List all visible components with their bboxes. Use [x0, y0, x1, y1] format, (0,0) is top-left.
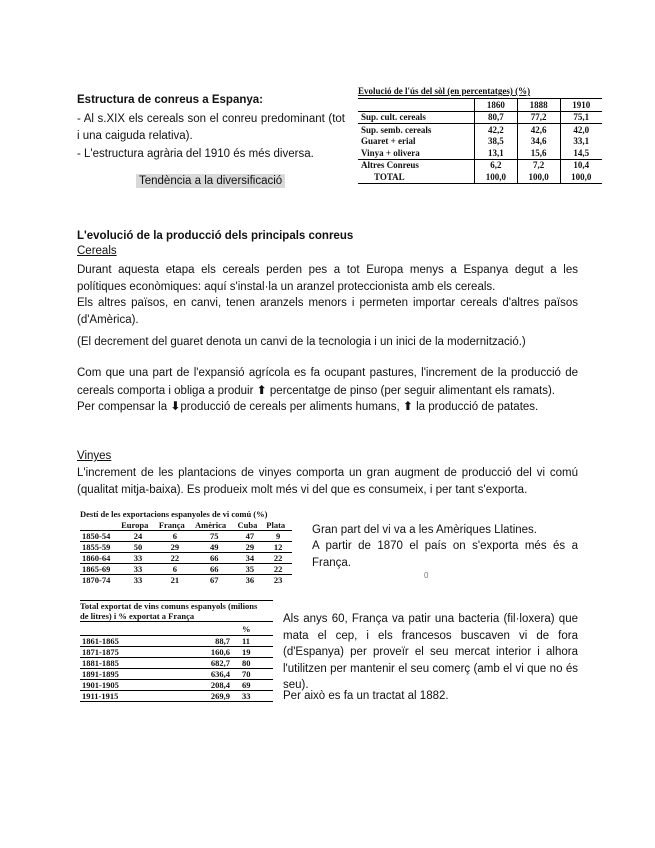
table-header-cell: %	[242, 623, 251, 634]
table-cell: 34	[245, 553, 255, 563]
table-cell: 12	[273, 542, 283, 552]
table-header-row	[80, 520, 292, 531]
total-export-table-block	[80, 600, 273, 702]
table-cell: 19	[242, 647, 251, 657]
table-cell: 9	[276, 531, 281, 541]
table-cell: 10,4	[560, 159, 602, 171]
table-cell: 13,1	[475, 147, 518, 159]
table-cell: Sup. cult. cereals	[361, 112, 426, 123]
table-cell: 23	[273, 575, 283, 585]
vinyes-heading: Vinyes	[77, 450, 112, 462]
table-cell: 6	[172, 531, 178, 541]
table-header-cell: França	[158, 520, 185, 530]
table-row	[358, 111, 602, 124]
table-cell: 1865-69	[82, 564, 111, 574]
table-header-cell: 1888	[517, 99, 560, 112]
p4-text-a: Com que una part de l'expansió agrícola es fa ocupant pastures, l'increment de la producció de cereals comporta i obliga a produir	[77, 367, 578, 397]
arrow-up-icon: ⬆	[256, 382, 267, 397]
arrow-down-icon: ⬇	[170, 399, 181, 413]
table-header-cell	[358, 99, 475, 112]
table-cell: 33	[133, 553, 143, 563]
table-cell: 1881-1885	[82, 658, 119, 668]
table-row	[358, 124, 602, 136]
p5-text-a: Per compensar la	[77, 401, 168, 413]
table-cell: 11	[242, 636, 251, 646]
table-header-cell: 1910	[560, 99, 602, 112]
table-cell: 6,2	[475, 159, 518, 171]
table-cell: 100,0	[517, 171, 560, 183]
cereals-paragraph-4	[77, 365, 578, 399]
diversification-tag: Tendència a la diversificació	[136, 174, 285, 188]
table-row	[80, 658, 273, 669]
table-cell: 1860-64	[82, 553, 111, 563]
section-title-structure: Estructura de conreus a Espanya:	[77, 94, 263, 106]
table-cell: TOTAL	[374, 171, 405, 182]
table-row	[80, 553, 292, 564]
table-cell: 67	[210, 575, 219, 585]
table-cell: 69	[242, 680, 251, 690]
cereals-paragraph-5	[77, 398, 578, 416]
table-cell: 80,7	[475, 111, 518, 124]
table-header-cell: Plata	[266, 520, 286, 530]
table-cell: Guaret + erial	[361, 136, 416, 147]
table-cell: 33	[242, 691, 251, 701]
land-use-table-title: Evolució de l'ús del sòl (en percentatges) (%)	[358, 86, 531, 96]
p5-text-b: producció de cereals per aliments humans,	[180, 401, 400, 413]
total-export-title-line-1: Total exportat de vins comuns espanyols (milions	[80, 601, 258, 611]
table-row	[358, 147, 602, 159]
export-destination-table-block	[80, 509, 292, 585]
table-cell: Vinya + olivera	[361, 147, 420, 158]
table-cell: 34,6	[517, 136, 560, 148]
table-header-cell: Cuba	[237, 520, 258, 530]
table-cell: 1850-54	[82, 531, 111, 541]
arrow-up-icon: ⬆	[402, 399, 413, 413]
table-row	[358, 171, 602, 183]
table-cell: 22	[273, 553, 283, 563]
table-cell: 75	[210, 531, 219, 541]
table-cell: 42,6	[517, 124, 560, 136]
table-row	[358, 136, 602, 148]
table-cell: 70	[242, 669, 251, 679]
table-cell: 42,2	[475, 124, 518, 136]
table-row	[80, 691, 273, 702]
stray-mark: 0	[424, 571, 429, 580]
export-destination-table	[80, 520, 292, 585]
table-cell: 77,2	[517, 111, 560, 124]
table-cell: 49	[210, 542, 219, 552]
table-cell: 6	[172, 564, 178, 574]
latin-america-text: Gran part del vi va a les Amèriques Llatines.	[312, 524, 538, 536]
table-cell: 14,5	[560, 147, 602, 159]
table-row	[358, 159, 602, 171]
table-cell: 47	[245, 531, 255, 541]
table-row	[80, 564, 292, 575]
structure-line-2: - L'estructura agrària del 1910 és més diversa.	[77, 148, 314, 160]
land-use-table-block	[358, 86, 602, 184]
treaty-paragraph: Per això es fa un tractat al 1882.	[283, 690, 449, 702]
table-cell: 1901-1905	[82, 680, 119, 690]
cereals-paragraph-3: (El decrement del guaret denota un canvi de la tecnologia i un inici de la modernització.)	[77, 336, 526, 348]
table-cell: 42,0	[560, 124, 602, 136]
structure-line-1: - Al s.XIX els cereals son el conreu predominant (tot i una caiguda relativa).	[77, 113, 345, 142]
table-cell: 38,5	[475, 136, 518, 148]
table-header-row	[80, 622, 273, 636]
table-cell: 15,6	[517, 147, 560, 159]
land-use-table	[358, 98, 602, 184]
table-header-cell: 1860	[475, 99, 518, 112]
table-cell: 29	[245, 542, 255, 552]
total-export-table	[80, 622, 273, 702]
table-cell: 7,2	[517, 159, 560, 171]
table-row	[80, 680, 273, 691]
table-cell: 208,4	[210, 680, 230, 690]
phylloxera-paragraph: Als anys 60, França va patir una bacteria (fil·loxera) que mata el cep, i els francesos buscaven vi de fora (d'Espanya) per proveïr el seu mercat interior i alhora l'utilitzen per mantenir el seu comerç (amb el vi que no és seu).	[283, 613, 578, 691]
cereals-paragraph-2: Els altres països, en canvi, tenen aranzels menors i permeten importar cereals d'altres països (d'Amèrica).	[77, 297, 578, 326]
table-cell: 1861-1865	[82, 636, 119, 646]
table-header-cell: Amèrica	[195, 520, 227, 530]
table-cell: 100,0	[475, 171, 518, 183]
table-cell: 100,0	[560, 171, 602, 183]
table-cell: 1891-1895	[82, 669, 119, 679]
table-row	[80, 669, 273, 680]
table-cell: Sup. semb. cereals	[361, 124, 432, 135]
table-cell: 682,7	[210, 658, 230, 668]
table-header-row	[358, 99, 602, 112]
table-cell: 636,4	[210, 669, 230, 679]
table-header-cell	[80, 520, 119, 531]
table-cell: 36	[245, 575, 255, 585]
table-cell: 22	[170, 553, 180, 563]
table-row	[80, 636, 273, 647]
table-cell: 66	[210, 564, 219, 574]
table-cell: 1871-1875	[82, 647, 119, 657]
table-cell: Altres Conreus	[361, 160, 419, 171]
total-export-title-line-2: de litres) i % exportat a França	[80, 611, 273, 622]
table-cell: 75,1	[560, 111, 602, 124]
table-cell: 21	[170, 575, 180, 585]
table-cell: 50	[133, 542, 143, 552]
cereals-paragraph-1: Durant aquesta etapa els cereals perden pes a tot Europa menys a Espanya degut a les polítiques econòmiques: aquí s'instal·la un aranzel proteccionista amb els cereals.	[77, 264, 578, 293]
france-export-text: A partir de 1870 el país on s'exporta més és a França.	[312, 540, 578, 569]
table-cell: 33	[133, 575, 143, 585]
table-cell: 29	[170, 542, 180, 552]
export-destination-title: Destí de les exportacions espanyoles de vi comú (%)	[80, 509, 268, 519]
table-cell: 160,6	[210, 647, 230, 657]
table-cell: 22	[273, 564, 283, 574]
cereals-heading: Cereals	[77, 245, 117, 257]
table-cell: 269,9	[210, 691, 230, 701]
table-cell: 24	[133, 531, 143, 541]
table-cell: 1911-1915	[82, 691, 119, 701]
table-header-cell: Europa	[121, 520, 149, 530]
table-row	[80, 575, 292, 586]
table-row	[80, 542, 292, 553]
table-cell: 1870-74	[82, 575, 111, 585]
vinyes-paragraph-1: L'increment de les plantacions de vinyes comporta un gran augment de producció del vi comú (qualitat mitja-baixa). Es produeix molt més vi del que es consumeix, i per tant s'exporta.	[77, 467, 578, 496]
table-cell: 33	[133, 564, 143, 574]
p4-text-b: percentatge de pinso (per seguir alimentant els ramats).	[269, 384, 555, 397]
table-cell: 80	[242, 658, 251, 668]
table-cell: 1855-59	[82, 542, 111, 552]
table-cell: 66	[210, 553, 219, 563]
section-title-evolution: L'evolució de la producció dels principals conreus	[77, 230, 354, 242]
table-row	[80, 531, 292, 542]
table-row	[80, 647, 273, 658]
table-cell: 88,7	[215, 636, 230, 646]
table-cell: 33,1	[560, 136, 602, 148]
p5-text-c: la producció de patates.	[416, 401, 539, 413]
table-cell: 35	[245, 564, 255, 574]
